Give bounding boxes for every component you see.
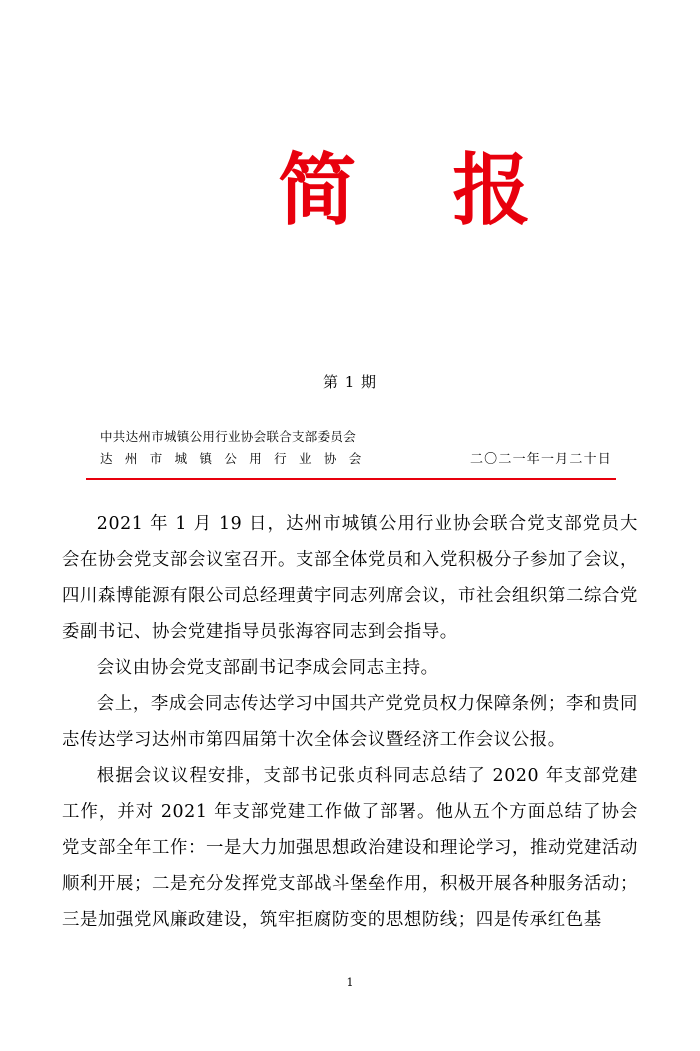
- document-date: 二〇二一年一月二十日: [469, 452, 612, 468]
- masthead-char-jian: 简: [278, 144, 357, 236]
- paragraph: 会上，李成会同志传达学习中国共产党党员权力保障条例；李和贵同志传达学习达州市第四届第十次全体会议暨经济工作会议公报。: [62, 694, 638, 751]
- issuing-organization: [100, 426, 365, 470]
- org-line-association: 达 州 市 城 镇 公 用 行 业 协 会: [100, 451, 366, 467]
- masthead-char-bao: 报: [452, 144, 531, 236]
- paragraph: 2021 年 1 月 19 日，达州市城镇公用行业协会联合党支部党员大会在协会党支部会议室召开。支部全体党员和入党积极分子参加了会议，四川森博能源有限公司总经理黄宇同志列席会议，市社会组织第二综合党委副书记、协会党建指导员张海容同志到会指导。: [62, 514, 638, 643]
- paragraph: 根据会议议程安排，支部书记张贞科同志总结了 2020 年支部党建工作，并对 2021 年支部党建工作做了部署。他从五个方面总结了协会党支部全年工作：一是大力加强思想政治建设和理论学习，推动党建活动顺利开展；二是充分发挥党支部战斗堡垒作用，积极开展各种服务活动；三是加强党风廉政建设，筑牢拒腐防变的思想防线；四是传承红色基: [62, 766, 638, 931]
- document-body: [62, 506, 638, 938]
- document-page: [0, 62, 700, 1051]
- document-header-block: [62, 426, 638, 480]
- masthead-title: [62, 62, 638, 319]
- paragraph: 会议由协会党支部副书记李成会同志主持。: [96, 658, 439, 679]
- issue-number: 第 1 期: [322, 373, 378, 392]
- page-number: 1: [346, 976, 354, 989]
- org-line-party-committee: 中共达州市城镇公用行业协会联合支部委员会: [100, 429, 357, 445]
- red-divider-rule: [86, 478, 616, 480]
